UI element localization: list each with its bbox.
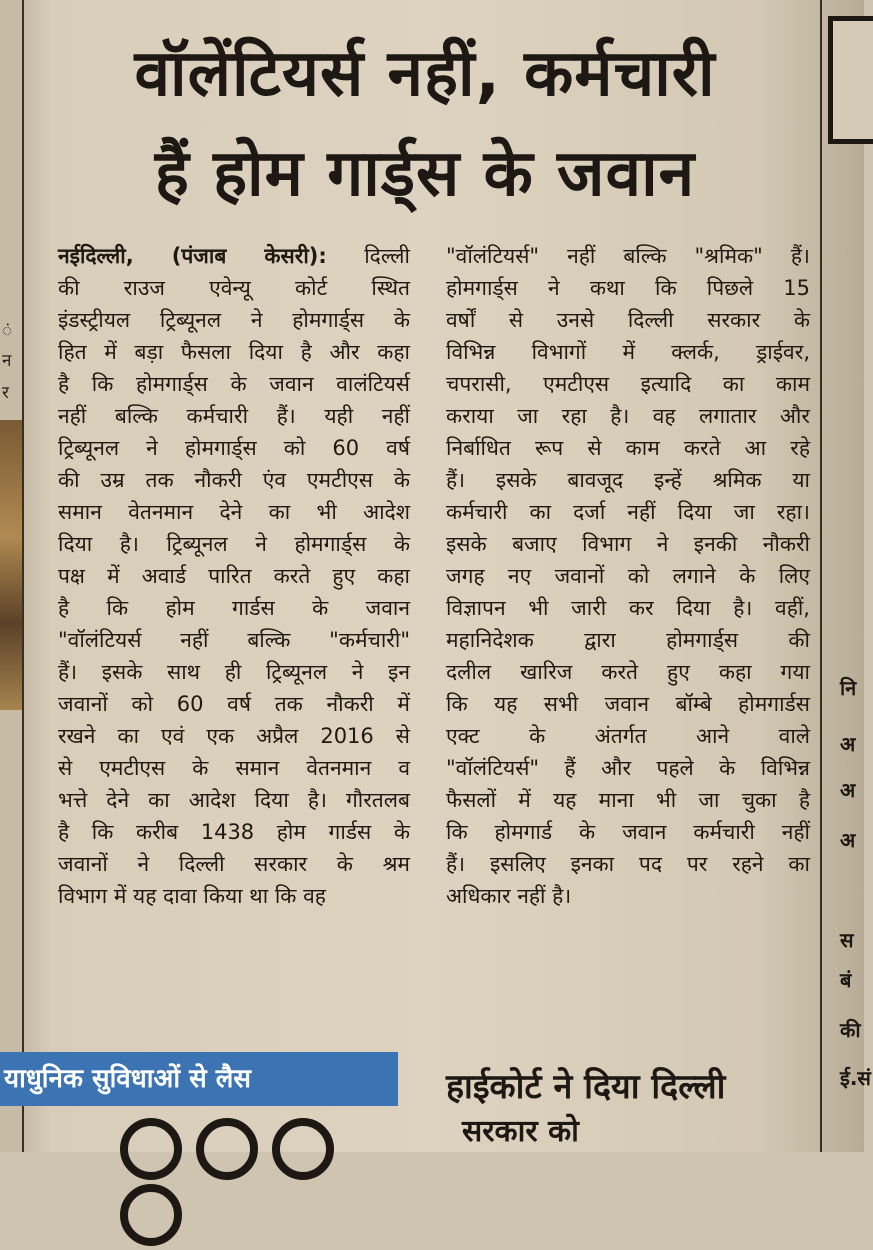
article-line: "वॉलंटियर्स" हैं और पहले के विभिन्न	[446, 756, 810, 780]
right-fragment: अ	[840, 732, 856, 756]
article-line: से एमटीएस के समान वेतनमान व	[58, 756, 410, 780]
article-line: हैं। इसके बावजूद इन्हें श्रमिक या	[446, 468, 810, 492]
column-rule-left	[22, 0, 24, 1152]
article-line: चपरासी, एमटीएस इत्यादि का काम	[446, 372, 810, 396]
adjacent-large-heading	[120, 1118, 400, 1152]
article-line: होमगार्ड्स ने कथा कि पिछले 15	[446, 276, 810, 300]
right-fragment: की	[840, 1018, 861, 1042]
article-line: विभाग में यह दावा किया था कि वह	[58, 884, 326, 908]
article-line: की उम्र तक नौकरी एंव एमटीएस के	[58, 468, 410, 492]
article-line: फैसलों में यह माना भी जा चुका है	[446, 788, 810, 812]
article-line: निर्बाधित रूप से काम करते आ रहे	[446, 436, 810, 460]
left-fragment: ं	[2, 321, 13, 341]
article-line: कर्मचारी का दर्जा नहीं दिया जा रहा।	[446, 500, 810, 524]
article-line: इंडस्ट्रीयल ट्रिब्यूनल ने होमगार्ड्स के	[58, 308, 410, 332]
article-line: जवानों को 60 वर्ष तक नौकरी में	[58, 692, 410, 716]
headline-line-2: हैं होम गार्ड्स के जवान	[154, 137, 696, 211]
article-line: "वॉलंटियर्स" नहीं बल्कि "श्रमिक" हैं।	[446, 244, 810, 268]
article-line: हैं। इसलिए इनका पद पर रहने का	[446, 852, 810, 876]
article-line: दलील खारिज करते हुए कहा गया	[446, 660, 810, 684]
adjacent-photo	[0, 420, 22, 710]
article-line: महानिदेशक द्वारा होमगार्ड्स की	[446, 628, 810, 652]
article-line: जगह नए जवानों को लगाने के लिए	[446, 564, 810, 588]
article-line: विभिन्न विभागों में क्लर्क, ड्राईवर,	[446, 340, 810, 364]
article-line: कराया जा रहा है। वह लगातार और	[446, 404, 810, 428]
right-fragment: अ	[840, 828, 856, 852]
left-fragment: र	[2, 383, 9, 403]
column-rule-right	[820, 0, 822, 1152]
article-line: की राउज एवेन्यू कोर्ट स्थित	[58, 276, 410, 300]
article-line: दिया है। ट्रिब्यूनल ने होमगार्ड्स के	[58, 532, 410, 556]
article-line: भत्ते देने का आदेश दिया है। गौरतलब	[58, 788, 410, 812]
article-line: जवानों ने दिल्ली सरकार के श्रम	[58, 852, 410, 876]
right-fragment: अ	[840, 778, 856, 802]
left-fragment: न	[2, 351, 12, 371]
adjacent-subheadline: सरकार को	[462, 1114, 579, 1149]
article-line: है कि होम गार्डस के जवान	[58, 596, 410, 620]
adjacent-headline: हाईकोर्ट ने दिया दिल्ली	[446, 1067, 726, 1107]
right-fragment: ई.सं	[840, 1066, 871, 1090]
article-line: समान वेतनमान देने का भी आदेश	[58, 500, 410, 524]
article-line: पक्ष में अवार्ड पारित करते हुए कहा	[58, 564, 410, 588]
article-line: है कि करीब 1438 होम गार्डस के	[58, 820, 410, 844]
article-line: वर्षों से उनसे दिल्ली सरकार के	[446, 308, 810, 332]
article-line: इसके बजाए विभाग ने इनकी नौकरी	[446, 532, 810, 556]
article-line: कि होमगार्ड के जवान कर्मचारी नहीं	[446, 820, 810, 844]
article-line: नहीं बल्कि कर्मचारी हैं। यही नहीं	[58, 404, 410, 428]
article-line: हैं। इसके साथ ही ट्रिब्यूनल ने इन	[58, 660, 410, 684]
article-line: कि यह सभी जवान बॉम्बे होमगार्डस	[446, 692, 810, 716]
article-column-right	[446, 240, 810, 912]
article-line: हित में बड़ा फैसला दिया है और कहा	[58, 340, 410, 364]
right-fragment: नि	[840, 676, 857, 700]
article-column-left	[58, 240, 410, 912]
article-line: "वॉलंटियर्स नहीं बल्कि "कर्मचारी"	[58, 628, 410, 652]
article-line: रखने का एवं एक अप्रैल 2016 से	[58, 724, 410, 748]
dateline: नईदिल्ली, (पंजाब केसरी):	[58, 244, 327, 268]
article-line: अधिकार नहीं है।	[446, 884, 572, 908]
article-line: ट्रिब्यूनल ने होमगार्ड्स को 60 वर्ष	[58, 436, 410, 460]
adjacent-banner: याधुनिक सुविधाओं से लैस	[0, 1052, 398, 1106]
article-line: है कि होमगार्ड्स के जवान वालंटियर्स	[58, 372, 410, 396]
article-line: विज्ञापन भी जारी कर दिया है। वहीं,	[446, 596, 810, 620]
right-fragment: स	[840, 928, 854, 952]
article-line	[58, 240, 410, 272]
adjacent-ad-box	[828, 16, 873, 144]
article-text: दिल्ली	[364, 244, 410, 268]
right-fragment: बं	[840, 968, 852, 992]
headline-line-1: वॉलेंटियर्स नहीं, कर्मचारी	[134, 37, 716, 111]
article-headline	[40, 24, 810, 224]
article-line: एक्ट के अंतर्गत आने वाले	[446, 724, 810, 748]
